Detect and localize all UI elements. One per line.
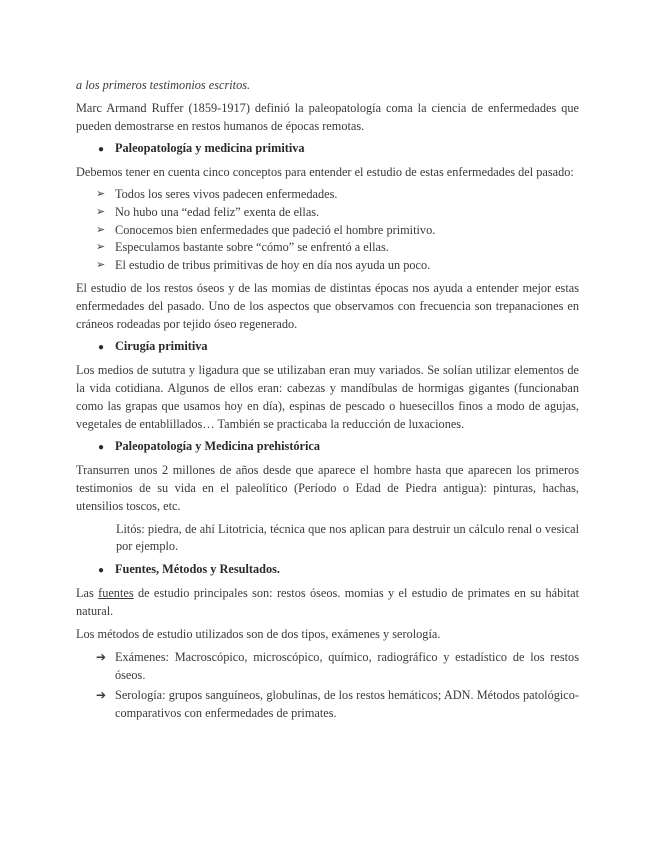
bullet-icon: ● [98, 565, 105, 577]
litos-note: Litós: piedra, de ahí Litotricia, técnica que nos aplican para destruir un cálculo renal o vesical por ejemplo. [116, 521, 579, 554]
list-item-text: Conocemos bien enfermedades que padeció el hombre primitivo. [115, 222, 436, 237]
sources-rest: de estudio principales son: restos óseos. momias y el estudio de primates en su hábitat natural. [76, 585, 579, 618]
section1-closing: El estudio de los restos óseos y de las momias de distintas épocas nos ayuda a entender mejor estas enfermedades del pasado. Uno de los aspectos que observamos con frecuencia son trepanaciones en cráneos rodeadas por tejido óseo regenerado. [76, 280, 579, 331]
list-item-text: Serología: grupos sanguíneos, globulinas, de los restos hemáticos; ADN. Métodos patológico-comparativos con enfermedades de primates. [115, 687, 579, 720]
bullet-icon: ● [98, 144, 105, 156]
list-item [96, 687, 579, 723]
list-item [96, 257, 579, 275]
arrow-right-icon: ➔ [96, 687, 107, 702]
methods-list [96, 649, 579, 722]
list-item-text: Exámenes: Macroscópico, microscópico, químico, radiográfico y estadístico de los restos óseos. [115, 650, 579, 683]
bullet-icon: ● [98, 442, 105, 454]
arrow-bullet-icon: ➢ [96, 259, 106, 272]
list-item [96, 222, 579, 240]
section2-body: Los medios de sututra y ligadura que se utilizaban eran muy variados. Se solían utilizar elementos de la vida cotidiana. Algunos de ellos eran: cabezas y mandíbulas de hormigas gigantes (funcionaban como las grapas que usamos hoy en día), espinas de pescado o huesecillos finos a modo de agujas, vegetales de entablillados… También se practicaba la reducción de luxaciones. [76, 363, 579, 431]
list-item-text: El estudio de tribus primitivas de hoy en día nos ayuda un poco. [115, 258, 431, 273]
bullet-icon: ● [98, 342, 105, 354]
concepts-list [96, 186, 579, 275]
section-heading-text: Fuentes, Métodos y Resultados. [115, 562, 280, 577]
list-item [96, 649, 579, 685]
sources-prefix: Las [76, 585, 99, 600]
arrow-bullet-icon: ➢ [96, 241, 106, 254]
section-heading-cirugia-primitiva [98, 338, 579, 357]
section3-body: Transurren unos 2 millones de años desde que aparece el hombre hasta que aparecen los primeros testimonios de su vida en el paleolítico (Período o Edad de Piedra antigua): pinturas, hachas, utensilios toscos, etc. [76, 463, 579, 513]
section-heading-paleopatologia-primitiva [98, 140, 579, 159]
arrow-bullet-icon: ➢ [96, 223, 106, 236]
section-heading-fuentes-metodos [98, 561, 579, 580]
section-heading-text: Paleopatología y Medicina prehistórica [115, 439, 321, 454]
ruffer-paragraph: Marc Armand Ruffer (1859-1917) definió la paleopatología coma la ciencia de enfermedades que pueden demostrarse en restos humanos de épocas remotas. [76, 100, 579, 133]
arrow-bullet-icon: ➢ [96, 187, 106, 200]
list-item [96, 186, 579, 204]
arrow-right-icon: ➔ [96, 650, 107, 665]
list-item [96, 204, 579, 222]
section1-intro: Debemos tener en cuenta cinco conceptos para entender el estudio de estas enfermedades del pasado: [76, 165, 574, 180]
section-heading-medicina-prehistorica [98, 438, 579, 457]
arrow-bullet-icon: ➢ [96, 205, 106, 218]
fuentes-link[interactable]: fuentes [98, 585, 134, 600]
list-item-text: No hubo una “edad feliz” exenta de ellas. [115, 204, 320, 219]
intro-fragment: a los primeros testimonios escritos. [76, 78, 251, 92]
section-heading-text: Cirugía primitiva [115, 339, 208, 354]
section-heading-text: Paleopatología y medicina primitiva [115, 141, 305, 156]
methods-intro: Los métodos de estudio utilizados son de dos tipos, exámenes y serología. [76, 626, 441, 641]
list-item-text: Todos los seres vivos padecen enfermedades. [115, 186, 338, 201]
list-item [96, 239, 579, 257]
document-content [76, 77, 579, 725]
sources-paragraph [76, 585, 579, 621]
list-item-text: Especulamos bastante sobre “cómo” se enfrentó a ellas. [115, 240, 389, 255]
